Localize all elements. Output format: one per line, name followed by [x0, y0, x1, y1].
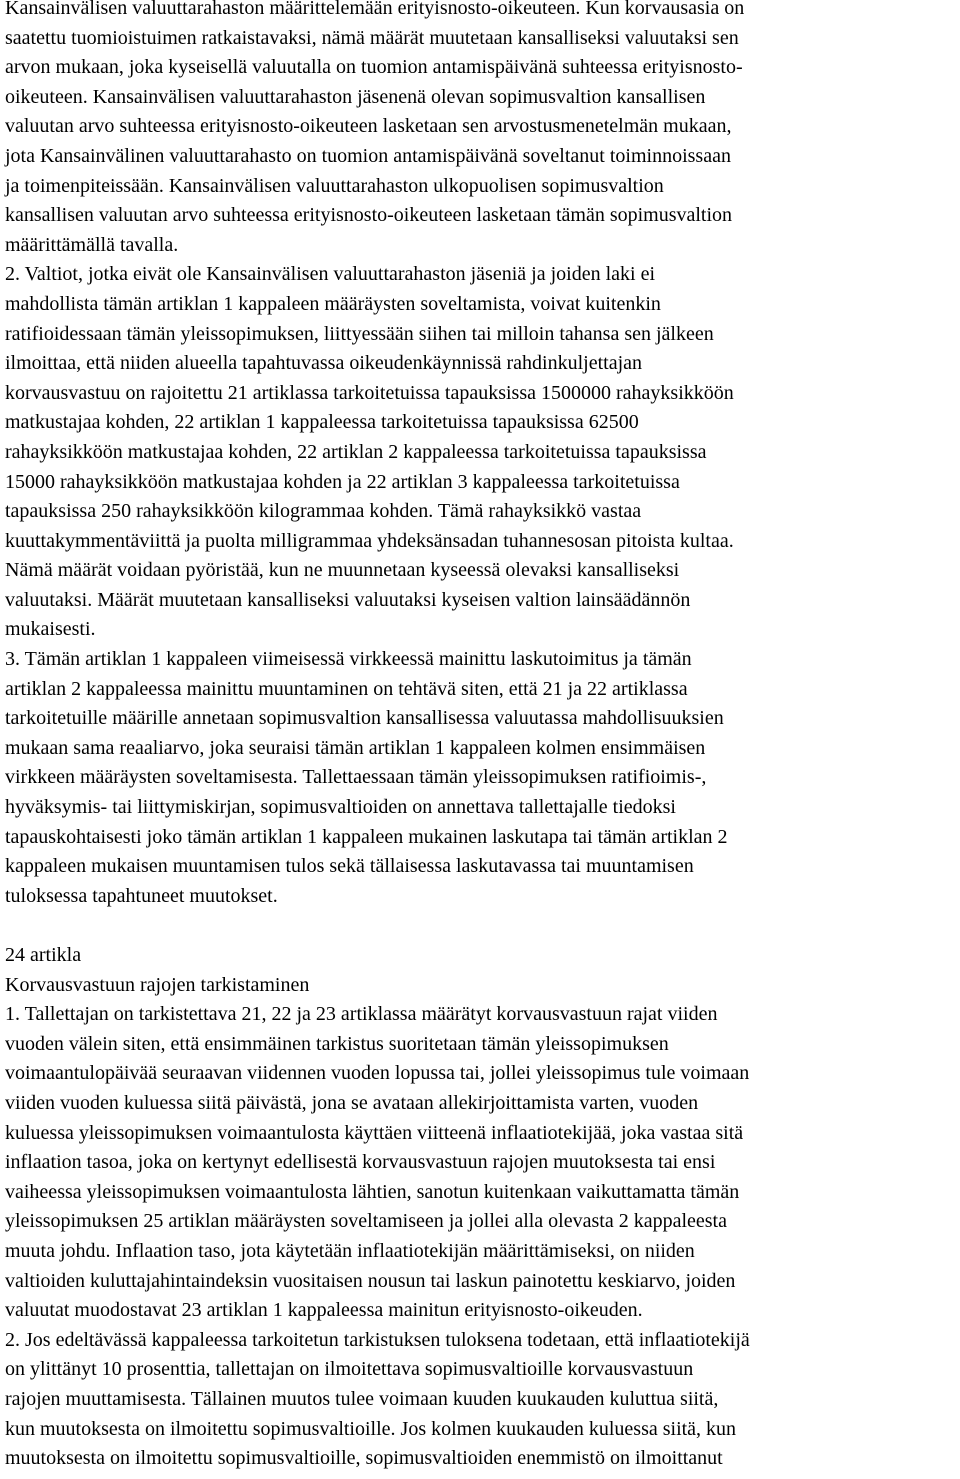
text-line: kuuttakymmentäviittä ja puolta milligrammaa yhdeksänsadan tuhannesosan pitoista kultaa. — [5, 529, 734, 552]
text-line: kun muutoksesta on ilmoitettu sopimusvaltioille. Jos kolmen kuukauden kuluessa siitä, kun — [5, 1417, 737, 1440]
article-23-paragraph-2 — [5, 260, 960, 645]
text-line: voimaantulopäivää seuraavan viidennen vuoden lopussa tai, jollei yleissopimus tule voimaan — [5, 1062, 750, 1085]
text-line: oikeuteen. Kansainvälisen valuuttarahaston jäsenenä olevan sopimusvaltion kansallisen — [5, 85, 706, 108]
text-line: vuoden välein siten, että ensimmäinen tarkistus suoritetaan tämän yleissopimuksen — [5, 1032, 669, 1055]
text-line: korvausvastuu on rajoitettu 21 artiklassa tarkoitetuissa tapauksissa 1500000 rahayksikköön — [5, 381, 734, 404]
document-page — [5, 0, 960, 1474]
article-24-paragraph-2 — [5, 1326, 960, 1474]
text-line: kuluessa yleissopimuksen voimaantulosta käyttäen viitteenä inflaatiotekijää, joka vastaa sitä — [5, 1121, 744, 1144]
text-line: määrittämällä tavalla. — [5, 233, 179, 256]
text-line: 2. Jos edeltävässä kappaleessa tarkoitetun tarkistuksen tuloksena todetaan, että inflaatiotekijä — [5, 1328, 750, 1351]
text-line: ja toimenpiteissään. Kansainvälisen valuuttarahaston ulkopuolisen sopimusvaltion — [5, 174, 664, 197]
text-line: arvon mukaan, joka kyseisellä valuutalla on tuomion antamispäivänä suhteessa erityisnosto- — [5, 56, 743, 79]
text-line: tarkoitetuille määrille annetaan sopimusvaltion kansallisessa valuutassa mahdollisuuksien — [5, 707, 724, 730]
text-line: rajojen muuttamisesta. Tällainen muutos tulee voimaan kuuden kuukauden kuluttua siitä, — [5, 1387, 719, 1410]
text-line: tapauskohtaisesti joko tämän artiklan 1 kappaleen mukainen laskutapa tai tämän artiklan 2 — [5, 825, 728, 848]
text-line: Kansainvälisen valuuttarahaston määrittelemään erityisnosto-oikeuteen. Kun korvausasia on — [5, 0, 745, 19]
text-line: viiden vuoden kuluessa siitä päivästä, jona se avataan allekirjoittamista varten, vuoden — [5, 1091, 699, 1114]
text-line: 15000 rahayksikköön matkustajaa kohden ja 22 artiklan 3 kappaleessa tarkoitetuissa — [5, 470, 680, 493]
text-line: tuloksessa tapahtuneet muutokset. — [5, 884, 278, 907]
text-line: valuutaksi. Määrät muutetaan kansalliseksi valuutaksi kyseisen valtion lainsäädännön — [5, 588, 691, 611]
text-line: muuta johdu. Inflaation taso, jota käytetään inflaatiotekijän määrittämiseksi, on niiden — [5, 1239, 695, 1262]
text-line: jota Kansainvälinen valuuttarahasto on tuomion antamispäivänä soveltanut toiminnoissaan — [5, 144, 731, 167]
text-line: valuutan arvo suhteessa erityisnosto-oikeuteen lasketaan sen arvostusmenetelmän mukaan, — [5, 115, 732, 138]
text-line: 2. Valtiot, jotka eivät ole Kansainvälisen valuuttarahaston jäseniä ja joiden laki ei — [5, 263, 655, 286]
article-24-title: Korvausvastuun rajojen tarkistaminen — [5, 973, 310, 996]
text-line: vaiheessa yleissopimuksen voimaantulosta lähtien, sanotun kuitenkaan vaikuttamatta tämän — [5, 1180, 740, 1203]
text-line: kappaleen mukaisen muuntamisen tulos sekä tällaisessa laskutavassa tai muuntamisen — [5, 855, 694, 878]
paragraph-gap — [5, 911, 960, 941]
text-line: on ylittänyt 10 prosenttia, tallettajan on ilmoitettava sopimusvaltioille korvausvastuun — [5, 1358, 694, 1381]
text-line: inflaation tasoa, joka on kertynyt edellisestä korvausvastuun rajojen muutoksesta tai ensi — [5, 1151, 716, 1174]
text-line: saatettu tuomioistuimen ratkaistavaksi, nämä määrät muutetaan kansalliseksi valuutaksi sen — [5, 26, 739, 49]
article-23-paragraph-1-continuation — [5, 0, 960, 260]
text-line: virkkeen määräysten soveltamisesta. Tallettaessaan tämän yleissopimuksen ratifioimis-, — [5, 766, 707, 789]
text-line: muutoksesta on ilmoitettu sopimusvaltioille, sopimusvaltioiden enemmistö on ilmoittanut — [5, 1447, 723, 1470]
text-line: kansallisen valuutan arvo suhteessa erityisnosto-oikeuteen lasketaan tämän sopimusvaltion — [5, 204, 733, 227]
article-24-paragraph-1 — [5, 1000, 960, 1326]
article-24-heading: 24 artikla — [5, 944, 82, 966]
text-line: 3. Tämän artiklan 1 kappaleen viimeisessä virkkeessä mainittu laskutoimitus ja tämän — [5, 648, 692, 671]
text-line: valtioiden kuluttajahintaindeksin vuositaisen nousun tai laskun painotettu keskiarvo, joiden — [5, 1269, 736, 1292]
text-line: tapauksissa 250 rahayksikköön kilogrammaa kohden. Tämä rahayksikkö vastaa — [5, 500, 642, 523]
text-line: mukaisesti. — [5, 618, 96, 641]
text-line: rahayksikköön matkustajaa kohden, 22 artiklan 2 kappaleessa tarkoitetuissa tapauksissa — [5, 440, 707, 463]
text-line: ilmoittaa, että niiden alueella tapahtuvassa oikeudenkäynnissä rahdinkuljettajan — [5, 352, 643, 375]
text-line: 1. Tallettajan on tarkistettava 21, 22 ja 23 artiklassa määrätyt korvausvastuun rajat viiden — [5, 1003, 718, 1026]
text-line: matkustajaa kohden, 22 artiklan 1 kappaleessa tarkoitetuissa tapauksissa 62500 — [5, 411, 639, 434]
text-line: mukaan sama reaaliarvo, joka seuraisi tämän artiklan 1 kappaleen kolmen ensimmäisen — [5, 736, 706, 759]
text-line: valuutat muodostavat 23 artiklan 1 kappaleessa mainitun erityisnosto-oikeuden. — [5, 1299, 643, 1322]
text-line: Nämä määrät voidaan pyöristää, kun ne muunnetaan kyseessä olevaksi kansalliseksi — [5, 559, 680, 582]
text-line: artiklan 2 kappaleessa mainittu muuntaminen on tehtävä siten, että 21 ja 22 artiklassa — [5, 677, 688, 700]
text-line: ratifioidessaan tämän yleissopimuksen, liittyessään siihen tai milloin tahansa sen jälkeen — [5, 322, 714, 345]
text-line: mahdollista tämän artiklan 1 kappaleen määräysten soveltamista, voivat kuitenkin — [5, 292, 661, 315]
text-line: yleissopimuksen 25 artiklan määräysten soveltamiseen ja jollei alla olevasta 2 kappaleesta — [5, 1210, 727, 1233]
article-23-paragraph-3 — [5, 645, 960, 911]
text-line: hyväksymis- tai liittymiskirjan, sopimusvaltioiden on annettava tallettajalle tiedoksi — [5, 796, 676, 819]
